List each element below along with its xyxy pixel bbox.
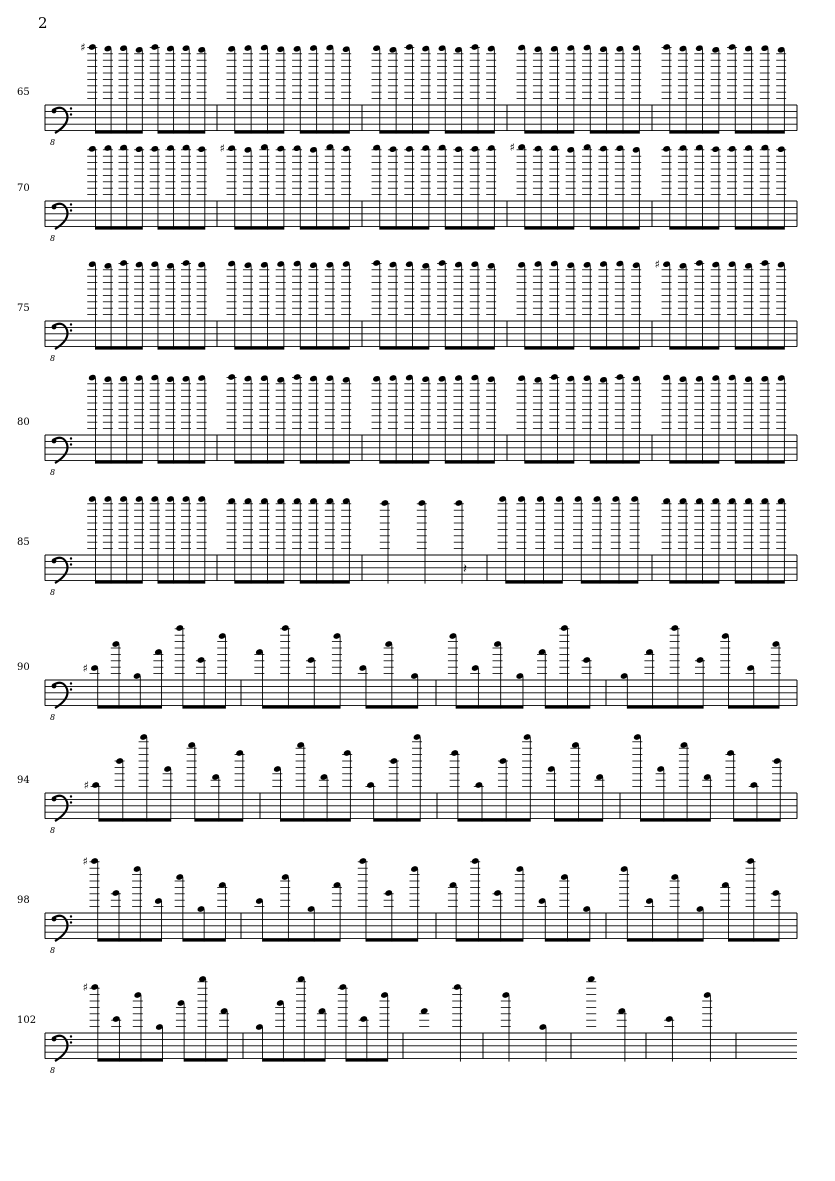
staff-system	[17, 495, 797, 597]
bass-clef-dot	[70, 437, 72, 439]
bass-clef-dot	[70, 801, 72, 803]
staff-system	[17, 975, 797, 1075]
bass-clef-dot	[70, 113, 72, 115]
beam	[99, 819, 171, 822]
beam	[728, 706, 779, 709]
bass-clef-head	[52, 559, 57, 564]
beam	[195, 819, 243, 822]
beam	[445, 131, 494, 134]
beam	[98, 939, 162, 942]
staff-system	[17, 373, 797, 477]
beam	[735, 581, 784, 584]
beam	[281, 819, 351, 822]
measure-number: 102	[17, 1015, 37, 1026]
sharp-icon: ♯	[82, 662, 88, 675]
bass-clef-dot	[70, 203, 72, 205]
bass-clef-dot	[70, 682, 72, 684]
beam	[506, 581, 563, 584]
measure-number: 75	[17, 303, 30, 314]
bass-clef-dot	[70, 915, 72, 917]
measure-number: 65	[17, 87, 30, 98]
beam	[735, 131, 784, 134]
bass-clef-dot	[70, 209, 72, 211]
beam	[95, 131, 142, 134]
bass-clef-dot	[70, 1041, 72, 1043]
beam	[95, 347, 142, 350]
bass-clef-dot	[70, 323, 72, 325]
bass-clef-dot	[70, 1035, 72, 1037]
sharp-icon: ♯	[82, 981, 88, 994]
beam	[235, 581, 284, 584]
staff-system	[17, 733, 797, 835]
beam	[235, 131, 284, 134]
bass-clef-head	[52, 684, 57, 689]
sharp-icon: ♯	[509, 141, 515, 154]
bass-clef-head	[52, 325, 57, 330]
beam	[670, 227, 719, 230]
beam	[545, 939, 590, 942]
sharp-icon: ♯	[654, 258, 660, 272]
beam	[525, 131, 574, 134]
beam	[728, 939, 779, 942]
beam	[445, 347, 494, 350]
octave-marking: 8	[50, 826, 56, 835]
beam	[346, 1059, 388, 1062]
measure-number: 70	[17, 183, 30, 194]
beam	[158, 581, 205, 584]
beam	[735, 461, 784, 464]
octave-marking: 8	[50, 234, 56, 243]
beam	[95, 227, 142, 230]
beam	[183, 706, 226, 709]
bass-clef-dot	[70, 795, 72, 797]
bass-clef-dot	[70, 688, 72, 690]
sharp-icon: ♯	[80, 41, 86, 54]
beam	[456, 939, 523, 942]
beam	[235, 347, 284, 350]
beam	[300, 581, 349, 584]
beam	[158, 347, 205, 350]
beam	[235, 461, 284, 464]
bass-clef-dot	[70, 921, 72, 923]
octave-marking: 8	[50, 354, 56, 363]
beam	[374, 819, 421, 822]
bass-clef-head	[52, 439, 57, 444]
beam	[627, 706, 703, 709]
beam	[158, 131, 205, 134]
beam	[670, 347, 719, 350]
staff-system	[17, 258, 797, 363]
page-number: 2	[38, 14, 48, 32]
beam	[98, 706, 162, 709]
bass-clef-dot	[70, 329, 72, 331]
beam	[300, 227, 349, 230]
octave-marking: 8	[50, 588, 56, 597]
bass-clef-head	[52, 109, 57, 114]
beam	[525, 227, 574, 230]
beam	[456, 706, 523, 709]
beam	[590, 131, 639, 134]
beam	[158, 461, 205, 464]
beam	[445, 461, 494, 464]
bass-clef-head	[52, 797, 57, 802]
beam	[590, 461, 639, 464]
bass-clef-dot	[70, 443, 72, 445]
beam	[300, 347, 349, 350]
beam	[735, 227, 784, 230]
beam	[235, 227, 284, 230]
beam	[95, 581, 142, 584]
staff-system	[17, 41, 797, 147]
beam	[735, 347, 784, 350]
measure-number: 98	[17, 895, 30, 906]
staff-system	[17, 141, 797, 243]
sharp-icon: ♯	[82, 855, 88, 868]
beam	[98, 1059, 163, 1062]
beam	[545, 706, 590, 709]
beam	[263, 1059, 326, 1062]
beam	[525, 347, 574, 350]
measure-number: 90	[17, 662, 30, 673]
octave-marking: 8	[50, 946, 56, 955]
bass-clef-dot	[70, 107, 72, 109]
beam	[670, 581, 719, 584]
beam	[366, 706, 418, 709]
beam	[525, 461, 574, 464]
beam	[263, 939, 341, 942]
beam	[670, 461, 719, 464]
beam	[590, 227, 639, 230]
beam	[263, 706, 341, 709]
bass-clef-dot	[70, 563, 72, 565]
measure-number: 94	[17, 775, 30, 786]
beam	[300, 461, 349, 464]
beam	[380, 347, 429, 350]
beam	[300, 131, 349, 134]
octave-marking: 8	[50, 713, 56, 722]
beam	[670, 131, 719, 134]
sharp-icon: ♯	[219, 142, 225, 156]
octave-marking: 8	[50, 138, 56, 147]
bass-clef-dot	[70, 557, 72, 559]
beam	[184, 1059, 227, 1062]
measure-number: 85	[17, 537, 30, 548]
measure-number: 80	[17, 417, 30, 428]
beam	[590, 347, 639, 350]
beam	[183, 939, 226, 942]
beam	[95, 461, 142, 464]
beam	[380, 461, 429, 464]
beam	[380, 227, 429, 230]
beam	[458, 819, 530, 822]
beam	[158, 227, 205, 230]
staff-system	[17, 855, 797, 955]
beam	[641, 819, 711, 822]
beam	[445, 227, 494, 230]
sharp-icon: ♯	[83, 779, 89, 792]
octave-marking: 8	[50, 1066, 56, 1075]
beam	[554, 819, 602, 822]
bass-clef-head	[52, 917, 57, 922]
beam	[380, 131, 429, 134]
quarter-rest-icon: 𝄽	[463, 562, 467, 577]
beam	[627, 939, 703, 942]
bass-clef-head	[52, 1037, 57, 1042]
bass-clef-head	[52, 205, 57, 210]
beam	[581, 581, 638, 584]
beam	[366, 939, 418, 942]
staff-system	[17, 624, 797, 722]
beam	[734, 819, 781, 822]
octave-marking: 8	[50, 468, 56, 477]
